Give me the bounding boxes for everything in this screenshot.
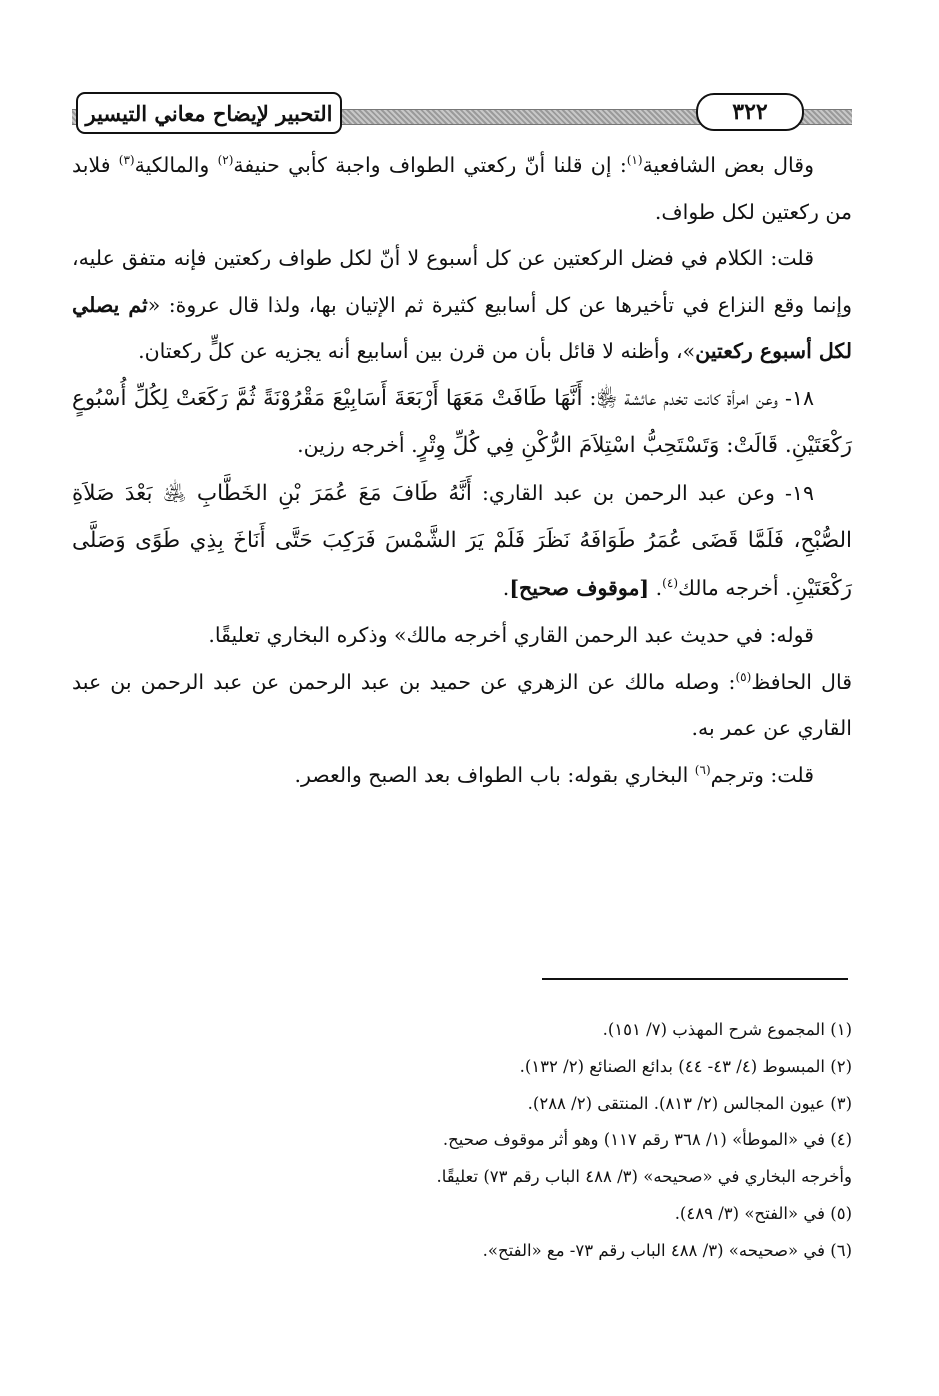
text: ١٩- وعن عبد الرحمن بن عبد القاري: [471,480,814,505]
text: . [649,575,663,600]
footnotes [72,1012,852,1270]
running-header [72,92,852,132]
footnote-separator [542,978,848,980]
footnote-ref-6: (٦) [694,762,711,777]
footnote-ref-4: (٤) [662,575,678,590]
paragraph-7 [72,752,852,799]
footnote-ref-3: (٣) [118,153,135,168]
text: : وصله مالك عن الزهري عن حميد بن عبد الرحمن عن عبد الرحمن بن عبد القاري عن عمر به. [72,669,852,740]
hadith-19 [72,470,852,613]
footnote-4-cont: وأخرجه البخاري في «صحيحه» (٣/ ٤٨٨ الباب رقم ٧٣) تعليقًا. [436,1167,852,1187]
quoted-bold: ثم يصلي لكل أسبوع ركعتين [72,292,852,363]
text: . أخرجه رزين. [297,433,418,457]
text: البخاري بقوله: باب الطواف بعد الصبح والعصر. [294,762,695,787]
footnote-1: (١) المجموع شرح المهذب (٧/ ١٥١). [602,1020,852,1039]
text: والمالكية [134,153,218,177]
text: . [502,575,510,600]
text: قلت: الكلام في فضل الركعتين عن كل أسبوع لا أنّ لكل طواف ركعتين فإنه متفق عليه، وإنما وقع النزاع في تأخيرها عن كل أسابيع كثيرة ثم الإتيان بها، ولذا قال عروة: « [72,246,853,317]
footnote-4: (٤) في «الموطأ» (١/ ٣٦٨ رقم ١١٧) وهو أثر موقوف صحيح. [442,1130,852,1150]
paragraph-1 [72,142,852,235]
main-text [72,142,852,798]
footnote-ref-1: (١) [626,153,643,168]
book-title: التحبير لإيضاح معاني التيسير [76,92,342,134]
text: وقال بعض الشافعية [642,153,814,177]
text: قلت: وترجم [710,762,814,787]
footnote-5: (٥) في «الفتح» (٣/ ٤٨٩). [674,1203,852,1223]
hadith-text: أَنَّهَا طَافَتْ مَعَهَا أَرْبَعَةَ أَسَابِيْعَ مَقْرُوْنَةً ثُمَّ رَكَعَتْ لِكُلِّ أُسْبُوعٍ رَكْعَتَيْنِ. قَالَتْ: وَتَسْتَحِبُّ اسْتِلاَمَ الرُّكْنِ فِي كُلِّ وِتْرٍ [72,385,852,458]
text: ١٨- وعن امرأة كانت تخدم عائشة ﵂: [582,385,814,410]
footnote-2: (٢) المبسوط (٤/ ٤٣- ٤٤) بدائع الصنائع (٢/ ١٣٢). [519,1056,852,1076]
hadith-text: أَنَّهُ طَافَ مَعَ عُمَرَ بْنِ الخَطَّابِ ﵁ بَعْدَ صَلاَةِ الصُّبْحِ، فَلَمَّا قَضَى عُمَرُ طَوَافَهُ نَظَرَ فَلَمْ يَرَ الشَّمْسَ فَرَكِبَ حَتَّى أَنَاخَ بِذِي طَوًى وَصَلَّى رَكْعَتَيْنِ [72,480,852,601]
footnote-ref-2: (٢) [217,153,234,168]
text: »، وأظنه لا قائل بأن من قرن بين أسابيع أنه يجزيه عن كلٍّ ركعتان. [138,339,696,363]
text: : إن قلنا أنّ ركعتي الطواف واجبة كأبي حنيفة [233,153,627,177]
footnote-3: (٣) عيون المجالس (٢/ ٨١٣). المنتقى (٢/ ٢٨٨). [527,1093,852,1113]
paragraph-5: قوله: في حديث عبد الرحمن القاري أخرجه مالك» وذكره البخاري تعليقًا. [208,623,814,647]
text: فلابد من ركعتين لكل طواف. [72,153,852,224]
paragraph-6 [72,659,852,752]
footnote-6: (٦) في «صحيحه» (٣/ ٤٨٨ الباب رقم ٧٣- مع «الفتح». [482,1240,852,1260]
footnote-ref-5: (٥) [735,669,752,684]
text: . أخرجه مالك [678,575,792,600]
grading-label: [موقوف صحيح] [509,575,650,600]
paragraph-2 [72,235,852,375]
text: قال الحافظ [751,669,852,694]
page-number: ٣٢٢ [696,93,804,131]
hadith-18 [72,375,852,470]
